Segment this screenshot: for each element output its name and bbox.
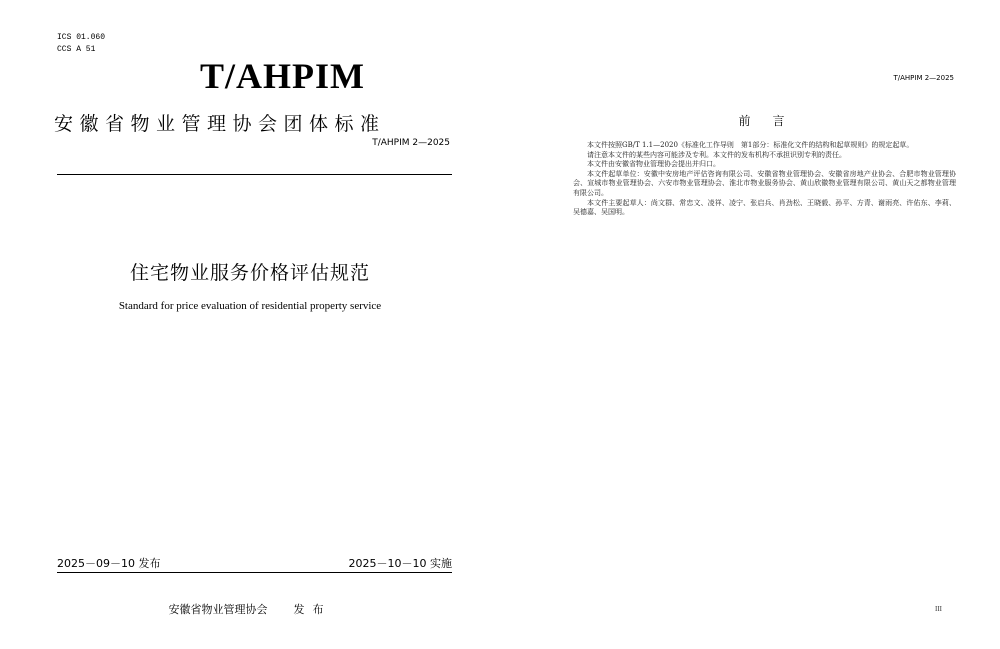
implementation-date: 2025－10－10 实施 (348, 557, 452, 570)
publisher-line (0, 603, 500, 617)
ccs-code: CCS A 51 (57, 45, 96, 54)
foreword-paragraph: 请注意本文件的某些内容可能涉及专利。本文件的发布机构不承担识别专利的责任。 (587, 150, 846, 159)
foreword-paragraph: 本文件由安徽省物业管理协会提出并归口。 (587, 160, 720, 169)
header-standard-code: T/AHPIM 2—2025 (893, 74, 954, 82)
foreword-page (500, 0, 1000, 649)
org-standard-heading: 安徽省物业管理协会团体标准 (54, 113, 386, 135)
publisher-name: 安徽省物业管理协会 (168, 603, 268, 616)
standard-code: T/AHPIM 2—2025 (372, 138, 450, 148)
bottom-divider (57, 572, 452, 573)
standard-title-cn: 住宅物业服务价格评估规范 (129, 262, 370, 284)
foreword-title: 前言 (738, 114, 807, 128)
page-number: III (935, 605, 942, 613)
top-divider (57, 174, 452, 175)
foreword-paragraph: 本文件主要起草人：尚文群、常忠文、凌祥、凌宁、张启兵、肖劲松、王晓毅、孙平、方青、谢雨亮、许佑东、李莉、吴德嘉、吴国明。 (573, 198, 956, 217)
foreword-paragraph: 本文件按照GB/T 1.1—2020《标准化工作导则 第1部分：标准化文件的结构和起草规则》的规定起草。 (587, 141, 914, 149)
foreword-paragraph: 本文件起草单位：安徽中安房地产评估咨询有限公司、安徽省物业管理协会、安徽省房地产业协会、合肥市物业管理协会、宣城市物业管理协会、六安市物业管理协会、淮北市物业服务协会、黄山欣徽物业管理有限公司、黄山天之都物业管理有限公司。 (573, 169, 956, 197)
publish-action: 发布 (293, 603, 332, 616)
foreword-body (573, 141, 956, 218)
ics-code: ICS 01.060 (57, 33, 106, 42)
standard-title-en: Standard for price evaluation of residential property service (118, 300, 382, 312)
issue-date: 2025－09－10 发布 (57, 557, 161, 570)
standard-logo: T/AHPIM (200, 56, 365, 96)
